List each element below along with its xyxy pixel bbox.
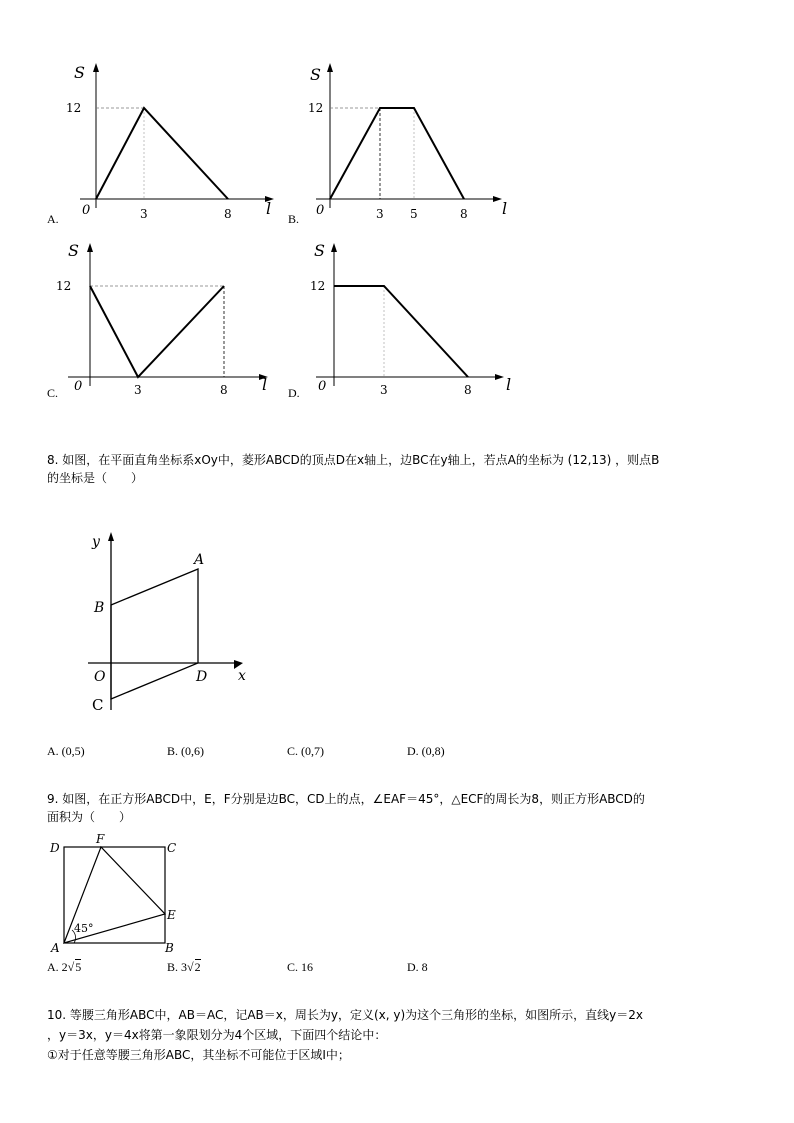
graph-a: [40, 58, 280, 228]
q8-label-b: B: [94, 600, 105, 616]
q8-label-a: A: [194, 552, 205, 568]
graph-a-xtick-0: 0: [82, 203, 91, 218]
graph-b-axis-x: l: [502, 199, 508, 218]
q9-text-line2: 面积为（ ）: [47, 810, 132, 824]
graph-c-xtick-3: 3: [134, 383, 142, 397]
graph-b-ytick: 12: [308, 101, 324, 115]
q8-label-d: D: [196, 669, 208, 685]
q8-figure: [80, 526, 260, 716]
q9-angle-label: 45°: [74, 922, 94, 935]
graph-d-xtick-3: 3: [380, 383, 388, 397]
graph-c-svg: [40, 236, 280, 406]
graph-b-xtick-0: 0: [316, 203, 325, 218]
graph-d-xtick-8: 8: [464, 383, 472, 397]
q9-label-e: E: [167, 908, 176, 922]
graph-b-label: B.: [288, 212, 300, 226]
q9-label-f: F: [96, 832, 105, 846]
sqrt-icon: √: [67, 960, 75, 974]
graph-a-axis-y: S: [74, 63, 85, 82]
q8-label-y: y: [92, 534, 100, 550]
graph-d-ytick: 12: [310, 279, 326, 293]
graph-c-label: C.: [47, 386, 59, 400]
q10-text-line2: ，y＝3x，y＝4x将第一象限划分为4个区域，下面四个结论中：: [47, 1028, 387, 1042]
graph-a-xtick-8: 8: [224, 207, 232, 221]
q8-option-c[interactable]: C. (0,7): [287, 744, 324, 758]
q8-figure-svg: [80, 526, 260, 716]
q9-label-b: B: [165, 941, 174, 955]
q8-text-line1: 8. 如图，在平面直角坐标系xOy中，菱形ABCD的顶点D在x轴上，边BC在y轴上，若点A的坐标为 (12,13) ，则点B: [47, 453, 660, 467]
q10-text-line3: ①对于任意等腰三角形ABC，其坐标不可能位于区域I中；: [47, 1048, 350, 1062]
q9-label-d: D: [50, 841, 60, 855]
graph-a-label: A.: [47, 212, 59, 226]
graph-a-svg: [40, 58, 280, 228]
q8-label-o: O: [94, 669, 106, 685]
q9-option-b[interactable]: [167, 960, 201, 975]
graph-a-axis-x: l: [266, 199, 272, 218]
q9-option-a-root: 5: [75, 960, 82, 974]
q9-option-a-prefix: A. 2: [47, 960, 68, 974]
graph-d-axis-x: l: [506, 375, 512, 394]
q8-option-a[interactable]: A. (0,5): [47, 744, 85, 758]
q9-option-b-root: 2: [194, 960, 201, 974]
graph-c-xtick-8: 8: [220, 383, 228, 397]
graph-b-axis-y: S: [310, 65, 321, 84]
graph-c-axis-x: l: [262, 375, 268, 394]
q9-option-a[interactable]: [47, 960, 81, 975]
q8-label-c: C: [92, 696, 104, 714]
q9-option-c[interactable]: C. 16: [287, 960, 314, 974]
graph-c-axis-y: S: [68, 241, 79, 260]
graph-d: [296, 236, 536, 406]
graph-b-xtick-3: 3: [376, 207, 384, 221]
q8-option-d[interactable]: D. (0,8): [407, 744, 445, 758]
q9-text-line1: 9. 如图，在正方形ABCD中，E，F分别是边BC，CD上的点，∠EAF＝45°，△ECF的周长为8，则正方形ABCD的: [47, 792, 645, 806]
q9-option-d[interactable]: D. 8: [407, 960, 428, 974]
graph-b-svg: [296, 58, 536, 228]
graph-c-xtick-0: 0: [74, 379, 83, 394]
graph-b-xtick-5: 5: [410, 207, 418, 221]
q8-label-x: x: [238, 668, 246, 684]
graph-b: [296, 58, 536, 228]
graph-a-ytick: 12: [66, 101, 82, 115]
graph-d-label: D.: [288, 386, 300, 400]
q9-label-c: C: [167, 841, 177, 855]
graph-d-axis-y: S: [314, 241, 325, 260]
q8-text-line2: 的坐标是（ ）: [47, 471, 144, 485]
graph-d-svg: [296, 236, 536, 406]
q9-figure: [46, 830, 186, 956]
q9-figure-svg: [46, 830, 186, 956]
graph-c: [40, 236, 280, 406]
graph-b-xtick-8: 8: [460, 207, 468, 221]
sqrt-icon: √: [187, 960, 194, 974]
q9-option-b-prefix: B. 3: [167, 960, 188, 974]
q9-label-a: A: [51, 941, 60, 955]
q8-option-b[interactable]: B. (0,6): [167, 744, 204, 758]
q10-text-line1: 10. 等腰三角形ABC中，AB＝AC，记AB＝x，周长为y，定义(x, y)为这个三角形的坐标，如图所示，直线y＝2x: [47, 1008, 644, 1022]
graph-c-ytick: 12: [56, 279, 72, 293]
graph-a-xtick-3: 3: [140, 207, 148, 221]
graph-d-xtick-0: 0: [318, 379, 327, 394]
